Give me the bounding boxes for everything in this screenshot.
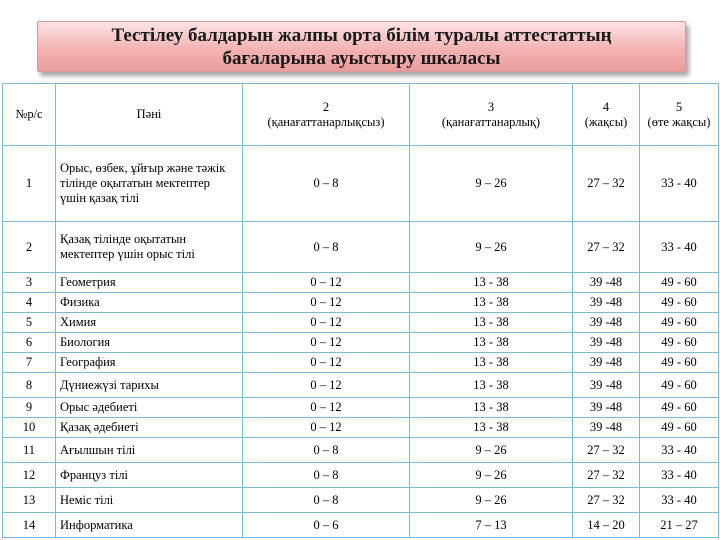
row-grade-2: 0 – 8	[243, 488, 410, 513]
row-subject: География	[56, 353, 243, 373]
row-num: 13	[3, 488, 56, 513]
row-grade-5: 21 – 27	[640, 513, 719, 538]
row-grade-5: 33 - 40	[640, 146, 719, 222]
row-num: 6	[3, 333, 56, 353]
row-grade-4: 39 -48	[573, 273, 640, 293]
row-num: 9	[3, 398, 56, 418]
row-grade-4: 39 -48	[573, 353, 640, 373]
header-grade-4-num: 4	[602, 99, 610, 114]
row-grade-5: 33 - 40	[640, 488, 719, 513]
row-num: 4	[3, 293, 56, 313]
header-grade-3-num: 3	[487, 99, 495, 114]
row-grade-5: 49 - 60	[640, 313, 719, 333]
row-grade-2: 0 – 8	[243, 146, 410, 222]
header-grade-4	[573, 84, 640, 146]
header-grade-5-num: 5	[675, 99, 683, 114]
row-num: 3	[3, 273, 56, 293]
row-grade-2: 0 – 8	[243, 463, 410, 488]
row-grade-4: 14 – 20	[573, 513, 640, 538]
row-grade-4: 39 -48	[573, 398, 640, 418]
header-grade-2	[243, 84, 410, 146]
row-grade-3: 13 - 38	[410, 373, 573, 398]
row-grade-4: 39 -48	[573, 293, 640, 313]
row-grade-5: 49 - 60	[640, 398, 719, 418]
row-subject: Химия	[56, 313, 243, 333]
header-grade-5	[640, 84, 719, 146]
row-grade-3: 13 - 38	[410, 353, 573, 373]
row-subject: Физика	[56, 293, 243, 313]
row-num: 11	[3, 438, 56, 463]
row-grade-5: 49 - 60	[640, 353, 719, 373]
row-num: 14	[3, 513, 56, 538]
row-grade-3: 9 – 26	[410, 146, 573, 222]
row-grade-5: 33 - 40	[640, 438, 719, 463]
title-line-1: Тестілеу балдарын жалпы орта білім туралы аттестаттың	[111, 24, 612, 46]
row-grade-4: 27 – 32	[573, 488, 640, 513]
header-grade-2-label: (қанағаттанарлықсыз)	[267, 114, 385, 129]
row-grade-4: 27 – 32	[573, 463, 640, 488]
row-grade-4: 39 -48	[573, 418, 640, 438]
row-grade-2: 0 – 12	[243, 398, 410, 418]
header-grade-2-num: 2	[322, 99, 330, 114]
table-row	[3, 333, 719, 353]
row-grade-5: 49 - 60	[640, 373, 719, 398]
row-grade-5: 49 - 60	[640, 293, 719, 313]
grade-conversion-table	[2, 83, 719, 538]
row-grade-5: 33 - 40	[640, 463, 719, 488]
row-subject: Дүниежүзі тарихы	[56, 373, 243, 398]
row-grade-3: 13 - 38	[410, 333, 573, 353]
row-subject: Орыс әдебиеті	[56, 398, 243, 418]
row-grade-5: 49 - 60	[640, 273, 719, 293]
title-line-2: бағаларына ауыстыру шкаласы	[222, 47, 501, 69]
row-grade-2: 0 – 8	[243, 222, 410, 273]
row-grade-4: 27 – 32	[573, 146, 640, 222]
header-grade-5-label: (өте жақсы)	[647, 114, 711, 129]
row-grade-3: 13 - 38	[410, 313, 573, 333]
row-subject: Биология	[56, 333, 243, 353]
row-grade-4: 39 -48	[573, 313, 640, 333]
table-row	[3, 513, 719, 538]
header-grade-3	[410, 84, 573, 146]
row-grade-3: 9 – 26	[410, 222, 573, 273]
row-grade-2: 0 – 12	[243, 373, 410, 398]
row-num: 7	[3, 353, 56, 373]
row-grade-3: 9 – 26	[410, 438, 573, 463]
table-row	[3, 293, 719, 313]
row-grade-5: 49 - 60	[640, 333, 719, 353]
row-grade-5: 33 - 40	[640, 222, 719, 273]
row-num: 10	[3, 418, 56, 438]
row-num: 12	[3, 463, 56, 488]
row-grade-2: 0 – 12	[243, 353, 410, 373]
row-subject: Қазақ тілінде оқытатын мектептер үшін орыс тілі	[56, 222, 243, 273]
table-row	[3, 273, 719, 293]
row-grade-3: 9 – 26	[410, 463, 573, 488]
row-grade-4: 39 -48	[573, 373, 640, 398]
table-row	[3, 398, 719, 418]
row-grade-3: 7 – 13	[410, 513, 573, 538]
row-num: 5	[3, 313, 56, 333]
header-num: №р/с	[3, 84, 56, 146]
table-header-row	[3, 84, 719, 146]
table-row	[3, 373, 719, 398]
row-subject: Информатика	[56, 513, 243, 538]
row-grade-2: 0 – 12	[243, 293, 410, 313]
row-grade-3: 13 - 38	[410, 398, 573, 418]
row-subject: Француз тілі	[56, 463, 243, 488]
row-grade-5: 49 - 60	[640, 418, 719, 438]
header-grade-3-label: (қанағаттанарлық)	[441, 114, 541, 129]
row-grade-2: 0 – 12	[243, 313, 410, 333]
row-grade-3: 13 - 38	[410, 293, 573, 313]
row-grade-2: 0 – 8	[243, 438, 410, 463]
row-grade-2: 0 – 12	[243, 418, 410, 438]
row-grade-4: 39 -48	[573, 333, 640, 353]
row-grade-2: 0 – 12	[243, 273, 410, 293]
table-row	[3, 146, 719, 222]
row-num: 1	[3, 146, 56, 222]
row-grade-4: 27 – 32	[573, 438, 640, 463]
table-row	[3, 313, 719, 333]
table-row	[3, 353, 719, 373]
title-banner	[37, 21, 686, 72]
table-row	[3, 418, 719, 438]
header-grade-4-label: (жақсы)	[584, 114, 628, 129]
row-subject: Орыс, өзбек, ұйғыр және тәжік тілінде оқытатын мектептер үшін қазақ тілі	[56, 146, 243, 222]
table-row	[3, 488, 719, 513]
table-row	[3, 438, 719, 463]
row-num: 2	[3, 222, 56, 273]
row-grade-3: 13 - 38	[410, 418, 573, 438]
table-row	[3, 222, 719, 273]
row-grade-3: 9 – 26	[410, 488, 573, 513]
row-grade-2: 0 – 6	[243, 513, 410, 538]
row-subject: Геометрия	[56, 273, 243, 293]
row-subject: Ағылшын тілі	[56, 438, 243, 463]
row-subject: Қазақ әдебиеті	[56, 418, 243, 438]
row-grade-2: 0 – 12	[243, 333, 410, 353]
row-num: 8	[3, 373, 56, 398]
header-subject: Пәні	[56, 84, 243, 146]
row-grade-4: 27 – 32	[573, 222, 640, 273]
row-grade-3: 13 - 38	[410, 273, 573, 293]
table-row	[3, 463, 719, 488]
row-subject: Неміс тілі	[56, 488, 243, 513]
